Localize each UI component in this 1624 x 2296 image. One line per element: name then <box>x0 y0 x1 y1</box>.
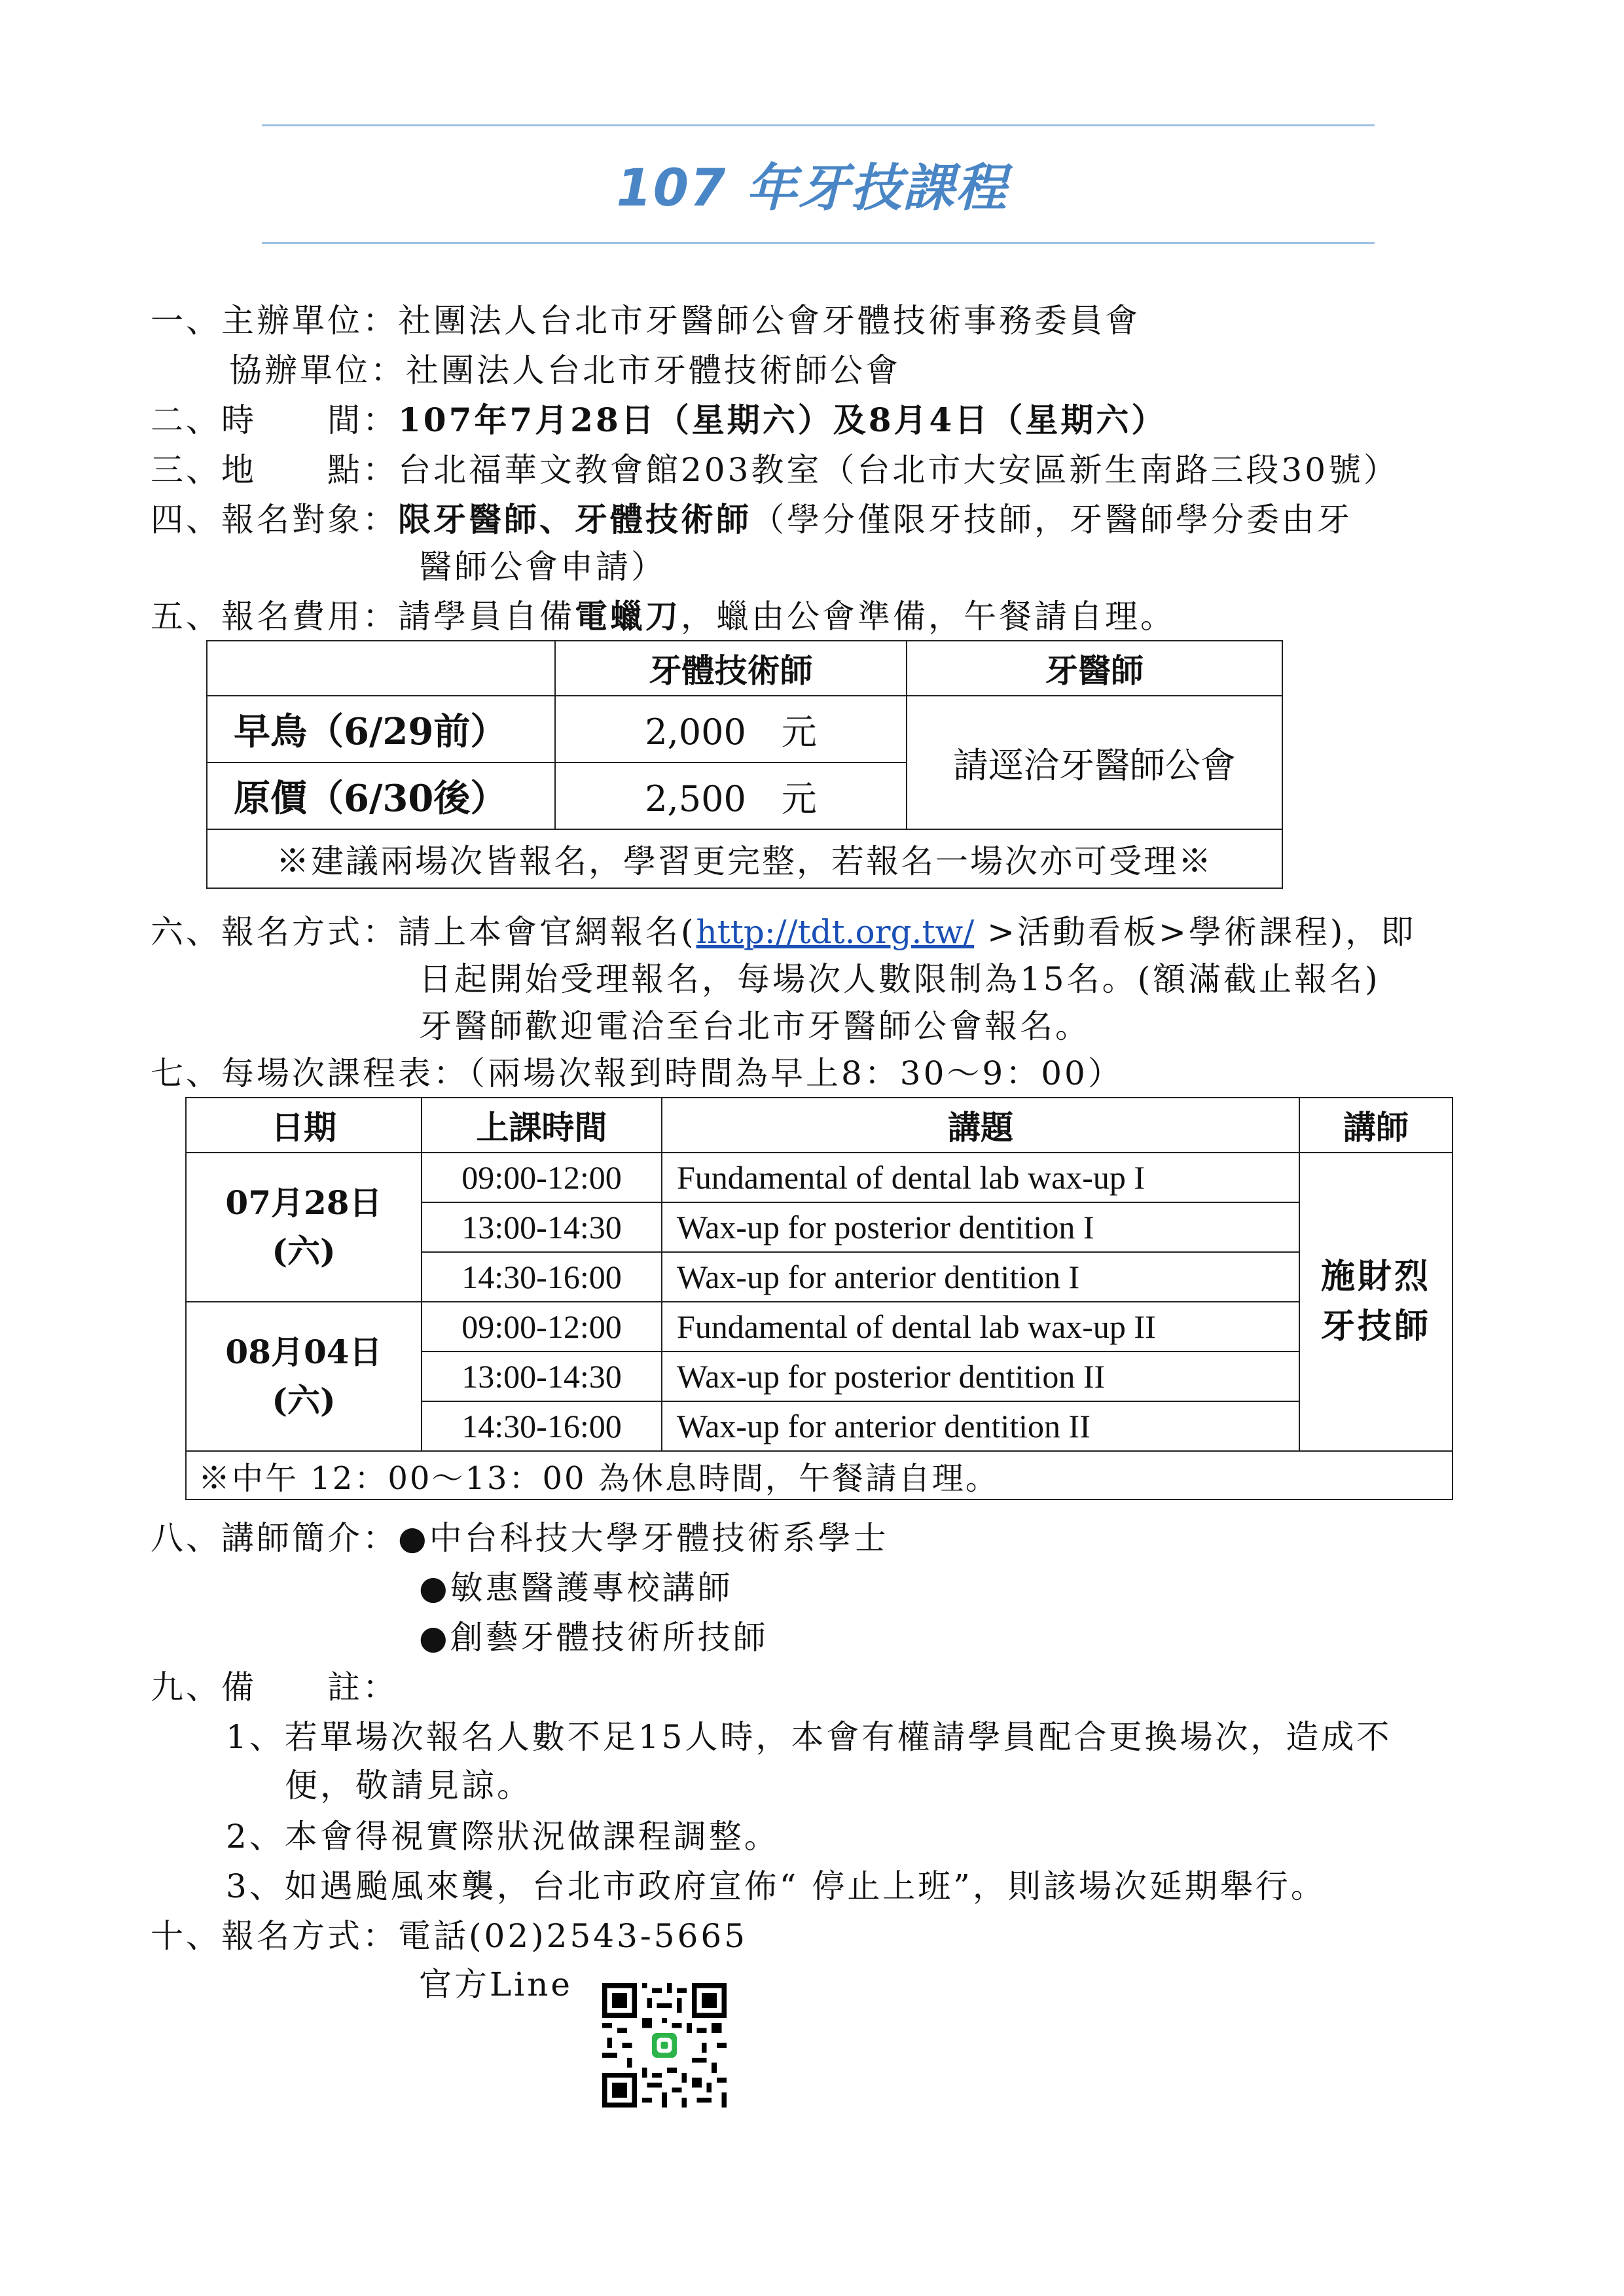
remarks-item-1b <box>285 1766 532 1805</box>
table-row <box>207 829 1282 888</box>
fee-value-a: 請學員自備 <box>398 598 575 636</box>
schedule-topic: Wax-up for posterior dentition I <box>662 1202 1299 1252</box>
fee-table-note: ※建議兩場次皆報名，學習更完整，若報名一場次亦可受理※ <box>207 829 1282 888</box>
schedule-teacher-title: 牙技師 <box>1320 1306 1431 1346</box>
fee-label: 五、報名費用： <box>151 598 398 636</box>
co-organizer-label: 協辦單位： <box>229 351 406 389</box>
schedule-date-cell <box>186 1153 422 1302</box>
remarks-label-line <box>151 1668 398 1707</box>
fee-row-label: 早鳥（6/29前） <box>207 696 555 762</box>
place-label: 三、地 點： <box>151 451 398 489</box>
co-organizer-line <box>229 351 901 390</box>
fee-line <box>151 597 1176 636</box>
fee-header-tech: 牙體技術師 <box>555 641 907 696</box>
target-value-2: 醫師公會申請） <box>419 548 666 586</box>
schedule-time: 14:30-16:00 <box>422 1401 662 1451</box>
schedule-note: ※中午 12：00～13：00 為休息時間，午餐請自理。 <box>186 1451 1453 1499</box>
instructor-item: ●創藝牙體技術所技師 <box>419 1619 768 1657</box>
fee-header-dentist: 牙醫師 <box>907 641 1282 696</box>
organizer-label: 一、主辦單位： <box>151 302 398 340</box>
schedule-header-topic: 講題 <box>662 1098 1299 1153</box>
page-title: 107 年牙技課程 <box>616 159 1008 218</box>
schedule-weekday: (六) <box>272 1232 336 1270</box>
co-organizer-value: 社團法人台北市牙體技術師公會 <box>406 351 901 389</box>
contact-line-label: 官方Line <box>419 1965 573 2003</box>
schedule-time: 09:00-12:00 <box>422 1153 662 1202</box>
remarks-item-3-text: 3、如遇颱風來襲，台北市政府宣佈“ 停止上班”，則該場次延期舉行。 <box>226 1867 1326 1905</box>
registration-label: 六、報名方式： <box>151 913 398 951</box>
schedule-time: 09:00-12:00 <box>422 1302 662 1352</box>
remarks-item-2-text: 2、本會得視實際狀況做課程調整。 <box>226 1818 780 1856</box>
registration-text-3: 牙醫師歡迎電洽至台北市牙醫師公會報名。 <box>419 1007 1091 1045</box>
instructor-line-3 <box>419 1618 768 1657</box>
fee-header-empty <box>207 641 555 696</box>
schedule-date: 08月04日 <box>225 1333 382 1371</box>
schedule-label-line <box>151 1054 1123 1093</box>
contact-line <box>151 1916 748 1956</box>
table-row <box>207 696 1282 762</box>
schedule-teacher-cell <box>1299 1153 1453 1451</box>
registration-link[interactable]: http://tdt.org.tw/ <box>696 913 975 951</box>
schedule-header <box>186 1098 1453 1153</box>
remarks-item-1 <box>226 1717 1392 1757</box>
contact-phone: 電話(02)2543-5665 <box>398 1917 748 1955</box>
table-row <box>186 1451 1453 1499</box>
schedule-header-date: 日期 <box>186 1098 422 1153</box>
registration-line-1 <box>151 912 1416 952</box>
time-value: 107年7月28日（星期六）及8月4日（星期六） <box>398 401 1167 439</box>
remarks-item-1b-text: 便，敬請見諒。 <box>285 1767 532 1804</box>
title-bottom-rule <box>262 242 1375 244</box>
schedule-time: 14:30-16:00 <box>422 1252 662 1302</box>
fee-table-header <box>207 641 1282 696</box>
schedule-time: 13:00-14:30 <box>422 1202 662 1252</box>
table-row <box>186 1302 1453 1352</box>
target-line <box>151 500 1352 539</box>
remarks-label: 九、備 註： <box>151 1668 398 1706</box>
schedule-table <box>185 1097 1453 1500</box>
schedule-topic: Wax-up for anterior dentition II <box>662 1401 1299 1451</box>
schedule-header-teacher: 講師 <box>1299 1098 1453 1153</box>
schedule-date: 07月28日 <box>225 1183 382 1222</box>
instructor-item: ●中台科技大學牙體技術系學士 <box>398 1519 889 1557</box>
registration-text-a: 請上本會官網報名( <box>398 913 696 951</box>
contact-line-2 <box>419 1965 573 2004</box>
organizer-value: 社團法人台北市牙醫師公會牙體技術事務委員會 <box>398 302 1140 340</box>
target-label: 四、報名對象： <box>151 501 398 539</box>
time-line <box>151 401 1166 440</box>
place-value: 台北福華文教會館203教室（台北市大安區新生南路三段30號） <box>398 451 1399 489</box>
schedule-header-time: 上課時間 <box>422 1098 662 1153</box>
instructor-label: 八、講師簡介： <box>151 1519 398 1557</box>
organizer-line <box>151 301 1140 340</box>
line-qr-code-icon[interactable] <box>602 1983 727 2108</box>
registration-text-2: 日起開始受理報名，每場次人數限制為15名。(額滿截止報名) <box>419 960 1380 998</box>
target-value-bold: 限牙醫師、牙體技術師 <box>398 500 751 539</box>
target-line-2 <box>419 547 666 586</box>
instructor-line-1 <box>151 1518 889 1558</box>
fee-row-tech-price: 2,500 元 <box>555 762 907 829</box>
fee-row-tech-price: 2,000 元 <box>555 696 907 762</box>
fee-row-label: 原價（6/30後） <box>207 762 555 829</box>
fee-dentist-cell: 請逕洽牙醫師公會 <box>907 696 1282 829</box>
instructor-line-2 <box>419 1568 733 1607</box>
title-top-rule <box>262 124 1375 126</box>
registration-line-2 <box>419 960 1380 999</box>
fee-table <box>206 640 1283 889</box>
time-label: 二、時 間： <box>151 401 398 439</box>
schedule-topic: Fundamental of dental lab wax-up II <box>662 1302 1299 1352</box>
fee-value-b: ，蠟由公會準備，午餐請自理。 <box>681 598 1176 636</box>
registration-text-b: >活動看板>學術課程)，即 <box>974 913 1416 951</box>
schedule-time: 13:00-14:30 <box>422 1352 662 1401</box>
remarks-item-3 <box>226 1867 1326 1906</box>
registration-line-3 <box>419 1007 1091 1046</box>
target-value: （學分僅限牙技師，牙醫師學分委由牙 <box>751 501 1352 539</box>
schedule-topic: Fundamental of dental lab wax-up I <box>662 1153 1299 1202</box>
contact-label: 十、報名方式： <box>151 1917 398 1955</box>
schedule-date-cell <box>186 1302 422 1451</box>
remarks-item-1-text: 1、若單場次報名人數不足15人時，本會有權請學員配合更換場次，造成不 <box>226 1718 1392 1756</box>
schedule-weekday: (六) <box>272 1381 336 1420</box>
place-line <box>151 450 1399 490</box>
schedule-teacher-name: 施財烈 <box>1320 1257 1431 1297</box>
schedule-topic: Wax-up for anterior dentition I <box>662 1252 1299 1302</box>
schedule-label: 七、每場次課程表：（兩場次報到時間為早上8：30～9：00） <box>151 1054 1123 1092</box>
fee-value-bold: 電蠟刀 <box>575 597 681 636</box>
schedule-topic: Wax-up for posterior dentition II <box>662 1352 1299 1401</box>
table-row <box>186 1153 1453 1202</box>
instructor-item: ●敏惠醫護專校講師 <box>419 1569 733 1607</box>
remarks-item-2 <box>226 1817 780 1856</box>
